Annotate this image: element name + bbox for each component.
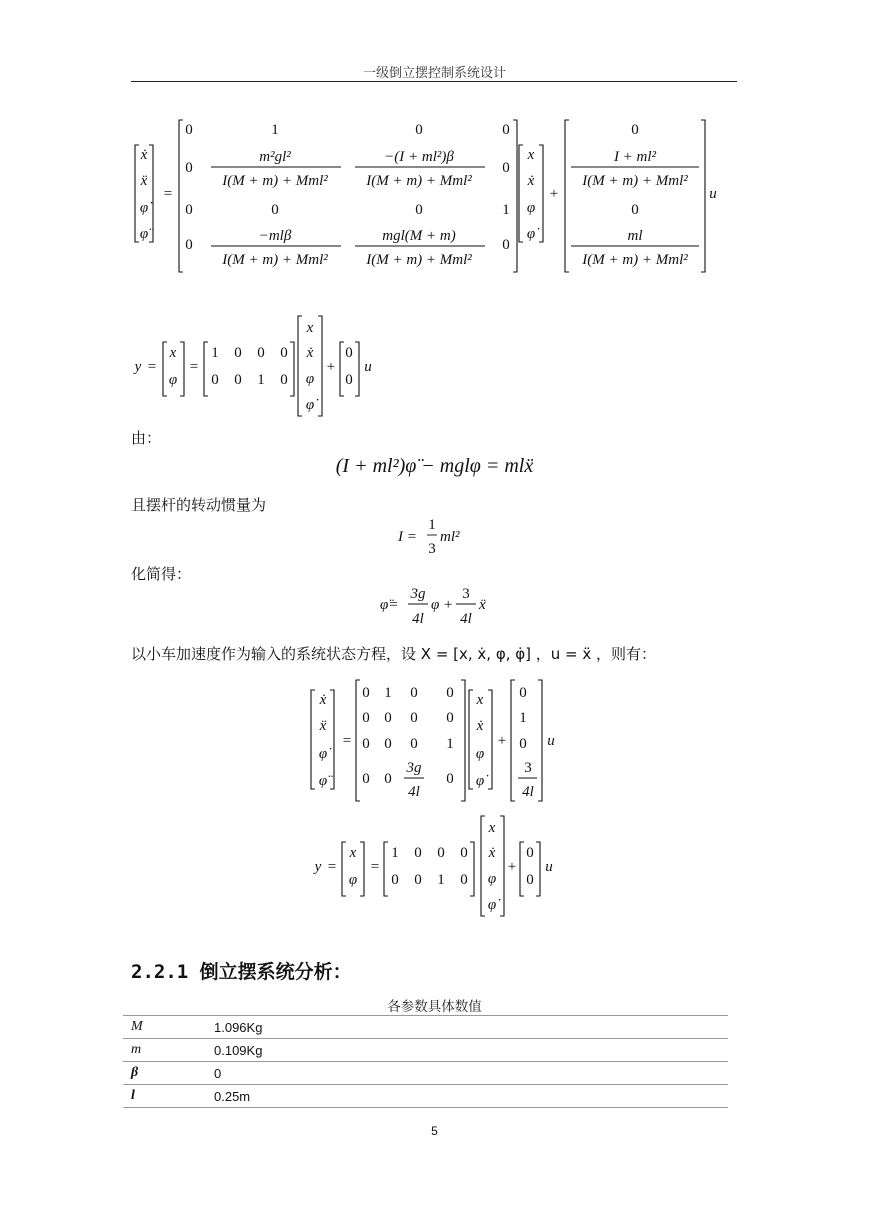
y-vec-x: x [349,845,357,861]
state-x-dot: ẋ [476,718,484,734]
output-y: y [314,859,322,875]
plus-sign: + [507,859,517,875]
y-vec-phi: φ [168,372,178,388]
a41: 0 [362,771,370,787]
matrix-a-left-bracket [179,120,183,272]
matrix-b-right-bracket [701,120,705,272]
table-row [123,1062,728,1085]
a12: 1 [384,685,392,701]
a23-numerator: −(I + ml²)β [384,149,454,165]
lhs-phi-ddot: φ̈ [318,773,328,789]
text-state-intro: 以小车加速度作为输入的系统状态方程，设 X = [x, ẋ, φ, φ̇] ，u = ẍ ，则有： [131,645,657,663]
c24: 0 [280,372,288,388]
param-value: 0.109Kg [206,1039,728,1062]
b1: 0 [631,122,639,138]
state-phi: φ [305,371,315,387]
a22-denominator: I(M + m) + Mml² [222,173,328,189]
b4-numerator: ml [627,228,643,244]
dynamics-equation: (I + ml²)φ̈ − mglφ = mlẍ [335,455,534,477]
a31: 0 [185,202,193,218]
state-phi: φ [475,746,485,762]
a32: 0 [384,736,392,752]
table-row [123,1039,728,1062]
state-space-equation-full [125,112,725,277]
matrix-a-right-bracket [513,120,517,272]
a11: 0 [185,122,193,138]
input-u: u [364,359,372,375]
a21: 0 [185,160,193,176]
state-phi-dot: φ̇ [526,226,536,242]
a14: 0 [446,685,454,701]
state-space-equation-accel [308,677,578,807]
table-caption: 各参数具体数值 [387,999,482,1015]
inertia-equation [398,513,478,561]
a12: 1 [271,122,279,138]
section-heading: 2.2.1 倒立摆系统分析： [131,961,352,983]
a22-numerator: m²gl² [259,149,291,165]
plus-sign: + [326,359,336,375]
param-value: 0.25m [206,1085,728,1108]
inertia-rhs: ml² [440,529,460,545]
state-phi-dot: φ̇ [487,897,497,913]
a23: 0 [410,710,418,726]
a23-denominator: I(M + m) + Mml² [366,173,472,189]
param-symbol: m [123,1039,206,1062]
table-row [123,1016,728,1039]
b2: 1 [519,710,527,726]
state-x: x [306,320,314,336]
lhs-phi-dot: φ̇ [318,746,328,762]
lhs-x-dot: ẋ [319,692,327,708]
equals-sign: = [163,186,173,202]
lhs-x-ddot: ẍ [319,718,327,734]
matrix-b-left-bracket [565,120,569,272]
equals-sign: = [327,859,337,875]
a44: 0 [446,771,454,787]
simplified-f1-denominator: 4l [412,611,424,627]
param-symbol: l [123,1085,206,1108]
lhs-phi-ddot: φ̈ [139,226,149,242]
y-vec-phi: φ [348,872,358,888]
state-x-dot: ẋ [527,173,535,189]
table-row [123,1085,728,1108]
a11: 0 [362,685,370,701]
a31: 0 [362,736,370,752]
b1: 0 [519,685,527,701]
equals-sign: = [342,733,352,749]
y-vec-x: x [169,345,177,361]
c14: 0 [280,345,288,361]
lhs-phi-dot: φ̇ [139,200,149,216]
a21: 0 [362,710,370,726]
output-equation-2 [308,814,568,924]
c24: 0 [460,872,468,888]
a24: 0 [446,710,454,726]
c11: 1 [391,845,399,861]
plus-sign: + [549,186,559,202]
c12: 0 [234,345,242,361]
d2: 0 [526,872,534,888]
simplified-mid: φ + [431,597,454,613]
c12: 0 [414,845,422,861]
a41: 0 [185,237,193,253]
a42-numerator: −mlβ [258,228,292,244]
a43-numerator: mgl(M + m) [382,228,456,244]
a33: 0 [410,736,418,752]
a43-denominator: 4l [408,784,420,800]
b2-numerator: I + ml² [613,149,657,165]
b2-denominator: I(M + m) + Mml² [582,173,688,189]
param-symbol: β [123,1062,206,1085]
param-value: 0 [206,1062,728,1085]
simplified-rhs: ẍ [479,597,486,613]
page-number: 5 [431,1124,438,1138]
state-x-dot: ẋ [306,345,314,361]
simplified-f2-numerator: 3 [462,586,470,602]
a42: 0 [384,771,392,787]
d1: 0 [345,345,353,361]
a33: 0 [415,202,423,218]
state-x-dot: ẋ [488,845,496,861]
text-derivation-intro: 由： [131,429,162,447]
inertia-lhs: I = [398,529,417,545]
a13: 0 [415,122,423,138]
state-phi: φ [526,200,536,216]
c14: 0 [460,845,468,861]
inertia-denominator: 3 [428,541,436,557]
c22: 0 [234,372,242,388]
a14: 0 [502,122,510,138]
state-x: x [488,820,496,836]
c21: 0 [211,372,219,388]
c23: 1 [257,372,265,388]
plus-sign: + [497,733,507,749]
state-x: x [527,147,535,163]
a43-numerator: 3g [406,760,422,776]
header-divider [131,81,737,82]
inertia-numerator: 1 [428,517,436,533]
a24: 0 [502,160,510,176]
a44: 0 [502,237,510,253]
a42-denominator: I(M + m) + Mml² [222,252,328,268]
b4-denominator: I(M + m) + Mml² [582,252,688,268]
b3: 0 [631,202,639,218]
input-u: u [547,733,555,749]
page-header-title: 一级倒立摆控制系统设计 [362,66,506,81]
a43-denominator: I(M + m) + Mml² [366,252,472,268]
input-u: u [545,859,553,875]
a22: 0 [384,710,392,726]
parameter-table [123,1015,728,1108]
equals-sign-2: = [370,859,380,875]
state-phi: φ [487,871,497,887]
c11: 1 [211,345,219,361]
param-value: 1.096Kg [206,1016,728,1039]
equals-sign: = [147,359,157,375]
d2: 0 [345,372,353,388]
b4-denominator: 4l [522,784,534,800]
simplified-f1-numerator: 3g [410,586,426,602]
simplified-lhs: φ̈= [380,597,399,613]
b4-numerator: 3 [524,760,532,776]
state-x: x [476,692,484,708]
output-equation-1 [128,312,388,422]
lhs-x-dot: ẋ [140,147,148,163]
d1: 0 [526,845,534,861]
c13: 0 [257,345,265,361]
state-phi-dot: φ̇ [305,397,315,413]
state-phi-dot: φ̇ [475,773,485,789]
text-simplify-intro: 化简得： [131,565,192,583]
a34: 1 [502,202,510,218]
equals-sign-2: = [189,359,199,375]
text-inertia-intro: 且摆杆的转动惯量为 [131,496,267,514]
input-u: u [709,186,717,202]
simplified-equation [380,583,495,631]
simplified-f2-denominator: 4l [460,611,472,627]
a13: 0 [410,685,418,701]
c13: 0 [437,845,445,861]
c21: 0 [391,872,399,888]
param-symbol: M [123,1016,206,1039]
a34: 1 [446,736,454,752]
output-y: y [134,359,142,375]
a32: 0 [271,202,279,218]
lhs-x-ddot: ẍ [140,173,148,189]
c22: 0 [414,872,422,888]
b3: 0 [519,736,527,752]
c23: 1 [437,872,445,888]
